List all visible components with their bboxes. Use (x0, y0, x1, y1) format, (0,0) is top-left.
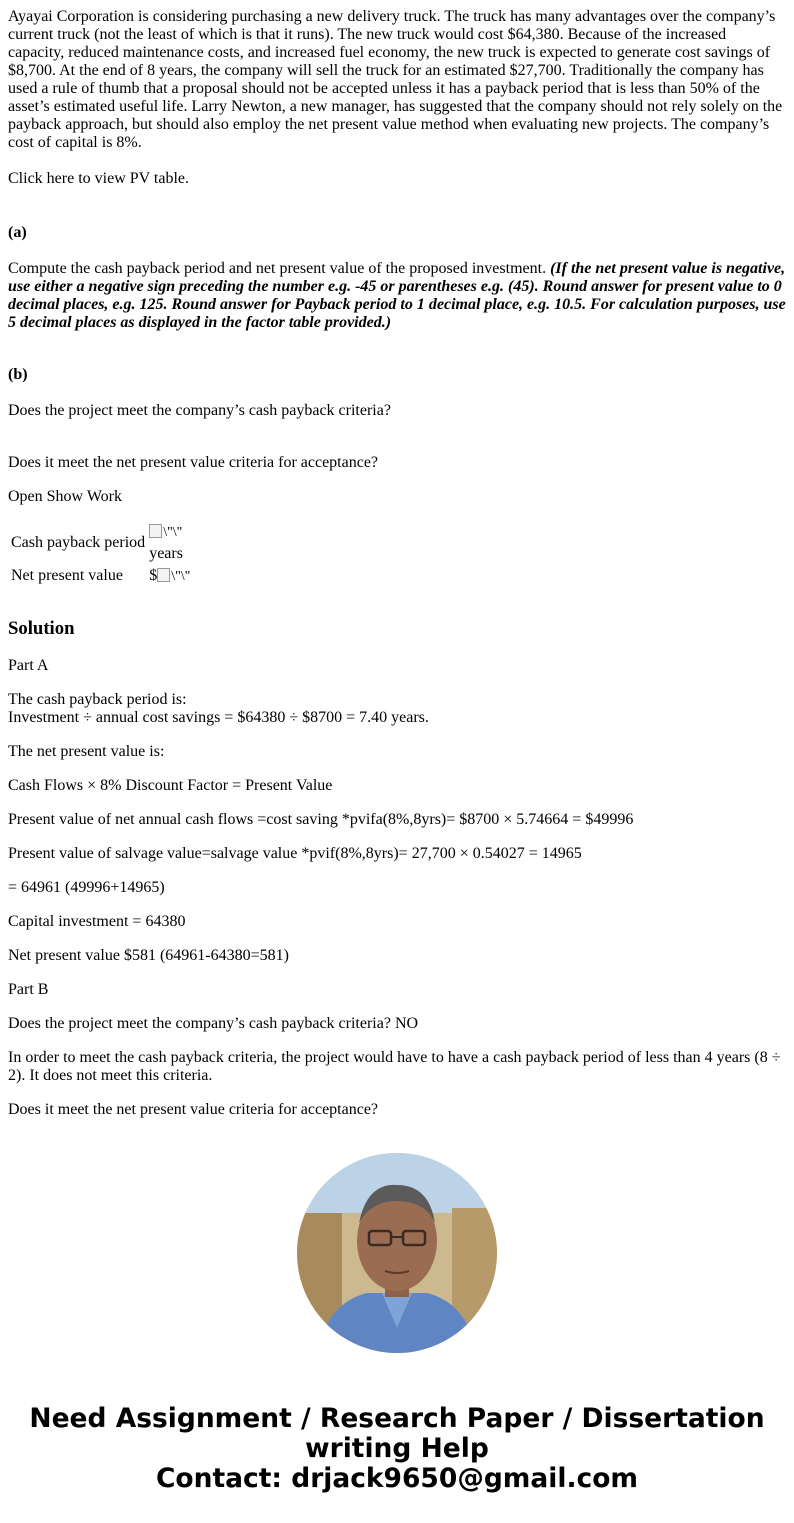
solution-part-b-label: Part B (8, 981, 49, 998)
payback-label: Cash payback period (11, 534, 146, 551)
problem-intro: Ayayai Corporation is considering purchasing a new delivery truck. The truck has many advantages over the company’s current truck (not the least of which is that it runs). The new truck would cost $64,380. Because of the increased capacity, reduced maintenance costs, and increased fuel economy, the new truck is expected to generate cost savings of $8,700. At the end of 8 years, the company will sell the truck for an estimated $27,700. Traditionally the company has used a rule of thumb that a proposal should not be accepted unless it has a payback period that is less than 50% of the asset’s estimated useful life. Larry Newton, a new manager, has suggested that the company should not rely solely on the payback approach, but should also employ the net present value method when evaluating new projects. The company’s cost of capital is 8%. (8, 8, 783, 151)
part-b-question-payback: Does the project meet the company’s cash payback criteria? (8, 402, 391, 419)
broken-image-icon (157, 568, 170, 582)
answer-row-payback (10, 522, 191, 564)
broken-image-alt: \"\" (163, 525, 183, 540)
pv-table-link[interactable]: Click here to view PV table. (8, 170, 189, 187)
capital-investment: Capital investment = 64380 (8, 913, 186, 930)
solution-part-a-label: Part A (8, 657, 49, 674)
footer-contact: Contact: drjack9650@gmail.com (155, 1463, 639, 1494)
npv-label: Net present value (11, 567, 123, 584)
npv-criteria-question: Does it meet the net present value criteria for acceptance? (8, 1101, 379, 1118)
pv-annual-cash-flows: Present value of net annual cash flows =cost saving *pvifa(8%,8yrs)= $8700 × 5.74664 = $49996 (8, 811, 634, 828)
answer-table (8, 520, 193, 588)
npv-formula: Cash Flows × 8% Discount Factor = Present Value (8, 777, 333, 794)
part-a-instructions: (If the net present value is negative, use either a negative sign preceding the number e.g. -45 or parentheses e.g. (45). Round answer for present value to 0 decimal places, e.g. 125. Round answer for Payback period to 1 decimal place, e.g. 10.5. For calculation purposes, use 5 decimal places as displayed in the factor table provided.) (8, 260, 786, 331)
npv-intro: The net present value is: (8, 743, 165, 760)
payback-calculation: Investment ÷ annual cost savings = $64380 ÷ $8700 = 7.40 years. (8, 709, 429, 726)
payback-intro: The cash payback period is: (8, 691, 187, 708)
part-b-question-npv: Does it meet the net present value criteria for acceptance? (8, 454, 379, 471)
footer-line-1: Need Assignment / Research Paper / Dissertation (29, 1403, 765, 1434)
npv-result: Net present value $581 (64961-64380=581) (8, 947, 289, 964)
part-a-question (8, 260, 786, 332)
payback-criteria-answer: Does the project meet the company’s cash payback criteria? NO (8, 1015, 419, 1032)
pv-salvage-value: Present value of salvage value=salvage value *pvif(8%,8yrs)= 27,700 × 0.54027 = 14965 (8, 845, 582, 862)
payback-unit: years (149, 545, 183, 562)
payback-answer-cell (148, 522, 191, 564)
pv-total: = 64961 (49996+14965) (8, 879, 165, 896)
open-show-work-link[interactable]: Open Show Work (8, 488, 122, 505)
npv-answer-cell (148, 566, 191, 586)
footer-line-2: writing Help (305, 1433, 489, 1464)
payback-solution (8, 691, 786, 727)
promo-footer (0, 1404, 794, 1494)
npv-answer-input[interactable] (157, 568, 190, 585)
payback-answer-input[interactable] (149, 523, 190, 545)
part-a-heading: (a) (8, 224, 27, 241)
part-a-question-text: Compute the cash payback period and net present value of the proposed investment. (8, 260, 551, 277)
broken-image-alt: \"\" (171, 569, 191, 584)
broken-image-icon (149, 524, 182, 541)
author-photo (297, 1153, 497, 1353)
author-avatar (297, 1153, 497, 1353)
npv-currency-prefix: $ (149, 567, 158, 584)
solution-heading: Solution (8, 618, 75, 639)
answer-row-npv (10, 566, 191, 586)
part-b-heading: (b) (8, 366, 28, 383)
payback-criteria-explanation: In order to meet the cash payback criteria, the project would have to have a cash payback period of less than 4 years (8 ÷ 2). It does not meet this criteria. (8, 1049, 781, 1084)
